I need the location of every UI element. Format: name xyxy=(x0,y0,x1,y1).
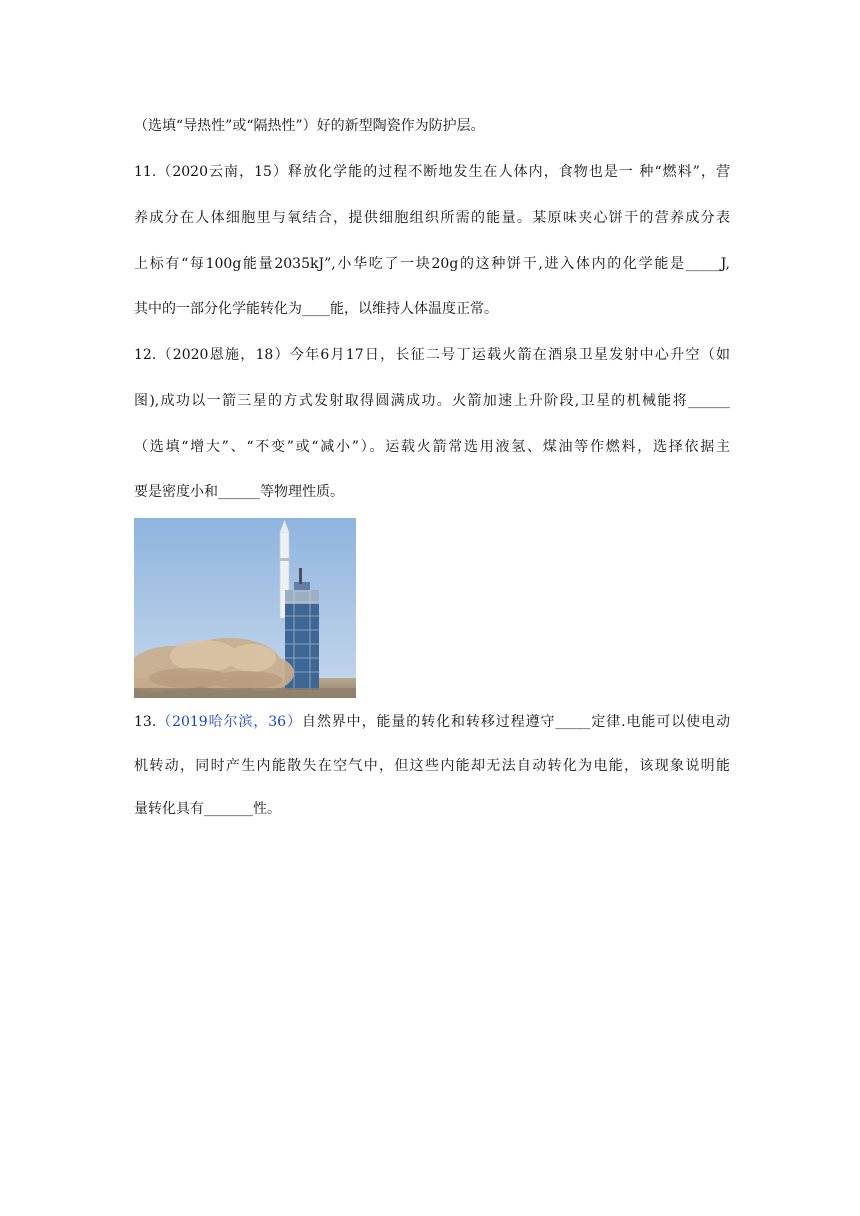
question-12-line-4: 要是密度小和______等物理性质。 xyxy=(134,484,344,500)
question-13-line-2: 机转动，同时产生内能散失在空气中，但这些内能却无法自动转化为电能，该现象说明能 xyxy=(134,758,730,774)
question-13-line-1-text: 自然界中，能量的转化和转移过程遵守_____定律.电能可以使电动 xyxy=(301,714,730,730)
question-11-line-3: 上标有“每100g能量2035kJ”,小华吃了一块20g的这种饼干,进入体内的化学能是_____J, xyxy=(134,256,730,272)
question-13-number: 13. xyxy=(134,714,157,730)
question-12-line-2: 图),成功以一箭三星的方式发射取得圆满成功。火箭加速上升阶段,卫星的机械能将______ xyxy=(134,393,730,409)
question-13-line-3: 量转化具有_______性。 xyxy=(134,801,281,817)
rocket-launch-photo xyxy=(134,518,356,698)
question-11-line-4: 其中的一部分化学能转化为____能，以维持人体温度正常。 xyxy=(134,301,498,317)
question-12-line-3: （选填“增大”、“不变”或“减小”）。运载火箭常选用液氢、煤油等作燃料，选择依据主 xyxy=(134,439,730,455)
question-12-line-1: 12.（2020恩施，18）今年6月17日，长征二号丁运载火箭在酒泉卫星发射中心升空（如 xyxy=(134,347,730,363)
question-11-line-1: 11.（2020云南，15）释放化学能的过程不断地发生在人体内，食物也是一 种“燃料”，营 xyxy=(134,164,730,180)
question-13-source-link[interactable]: （2019哈尔滨，36） xyxy=(156,714,302,730)
question-10-tail: （选填“导热性”或“隔热性”）好的新型陶瓷作为防护层。 xyxy=(134,118,485,134)
question-13-line-1 xyxy=(134,712,730,732)
question-11-line-2: 养成分在人体细胞里与氧结合，提供细胞组织所需的能量。某原味夹心饼干的营养成分表 xyxy=(134,210,730,226)
